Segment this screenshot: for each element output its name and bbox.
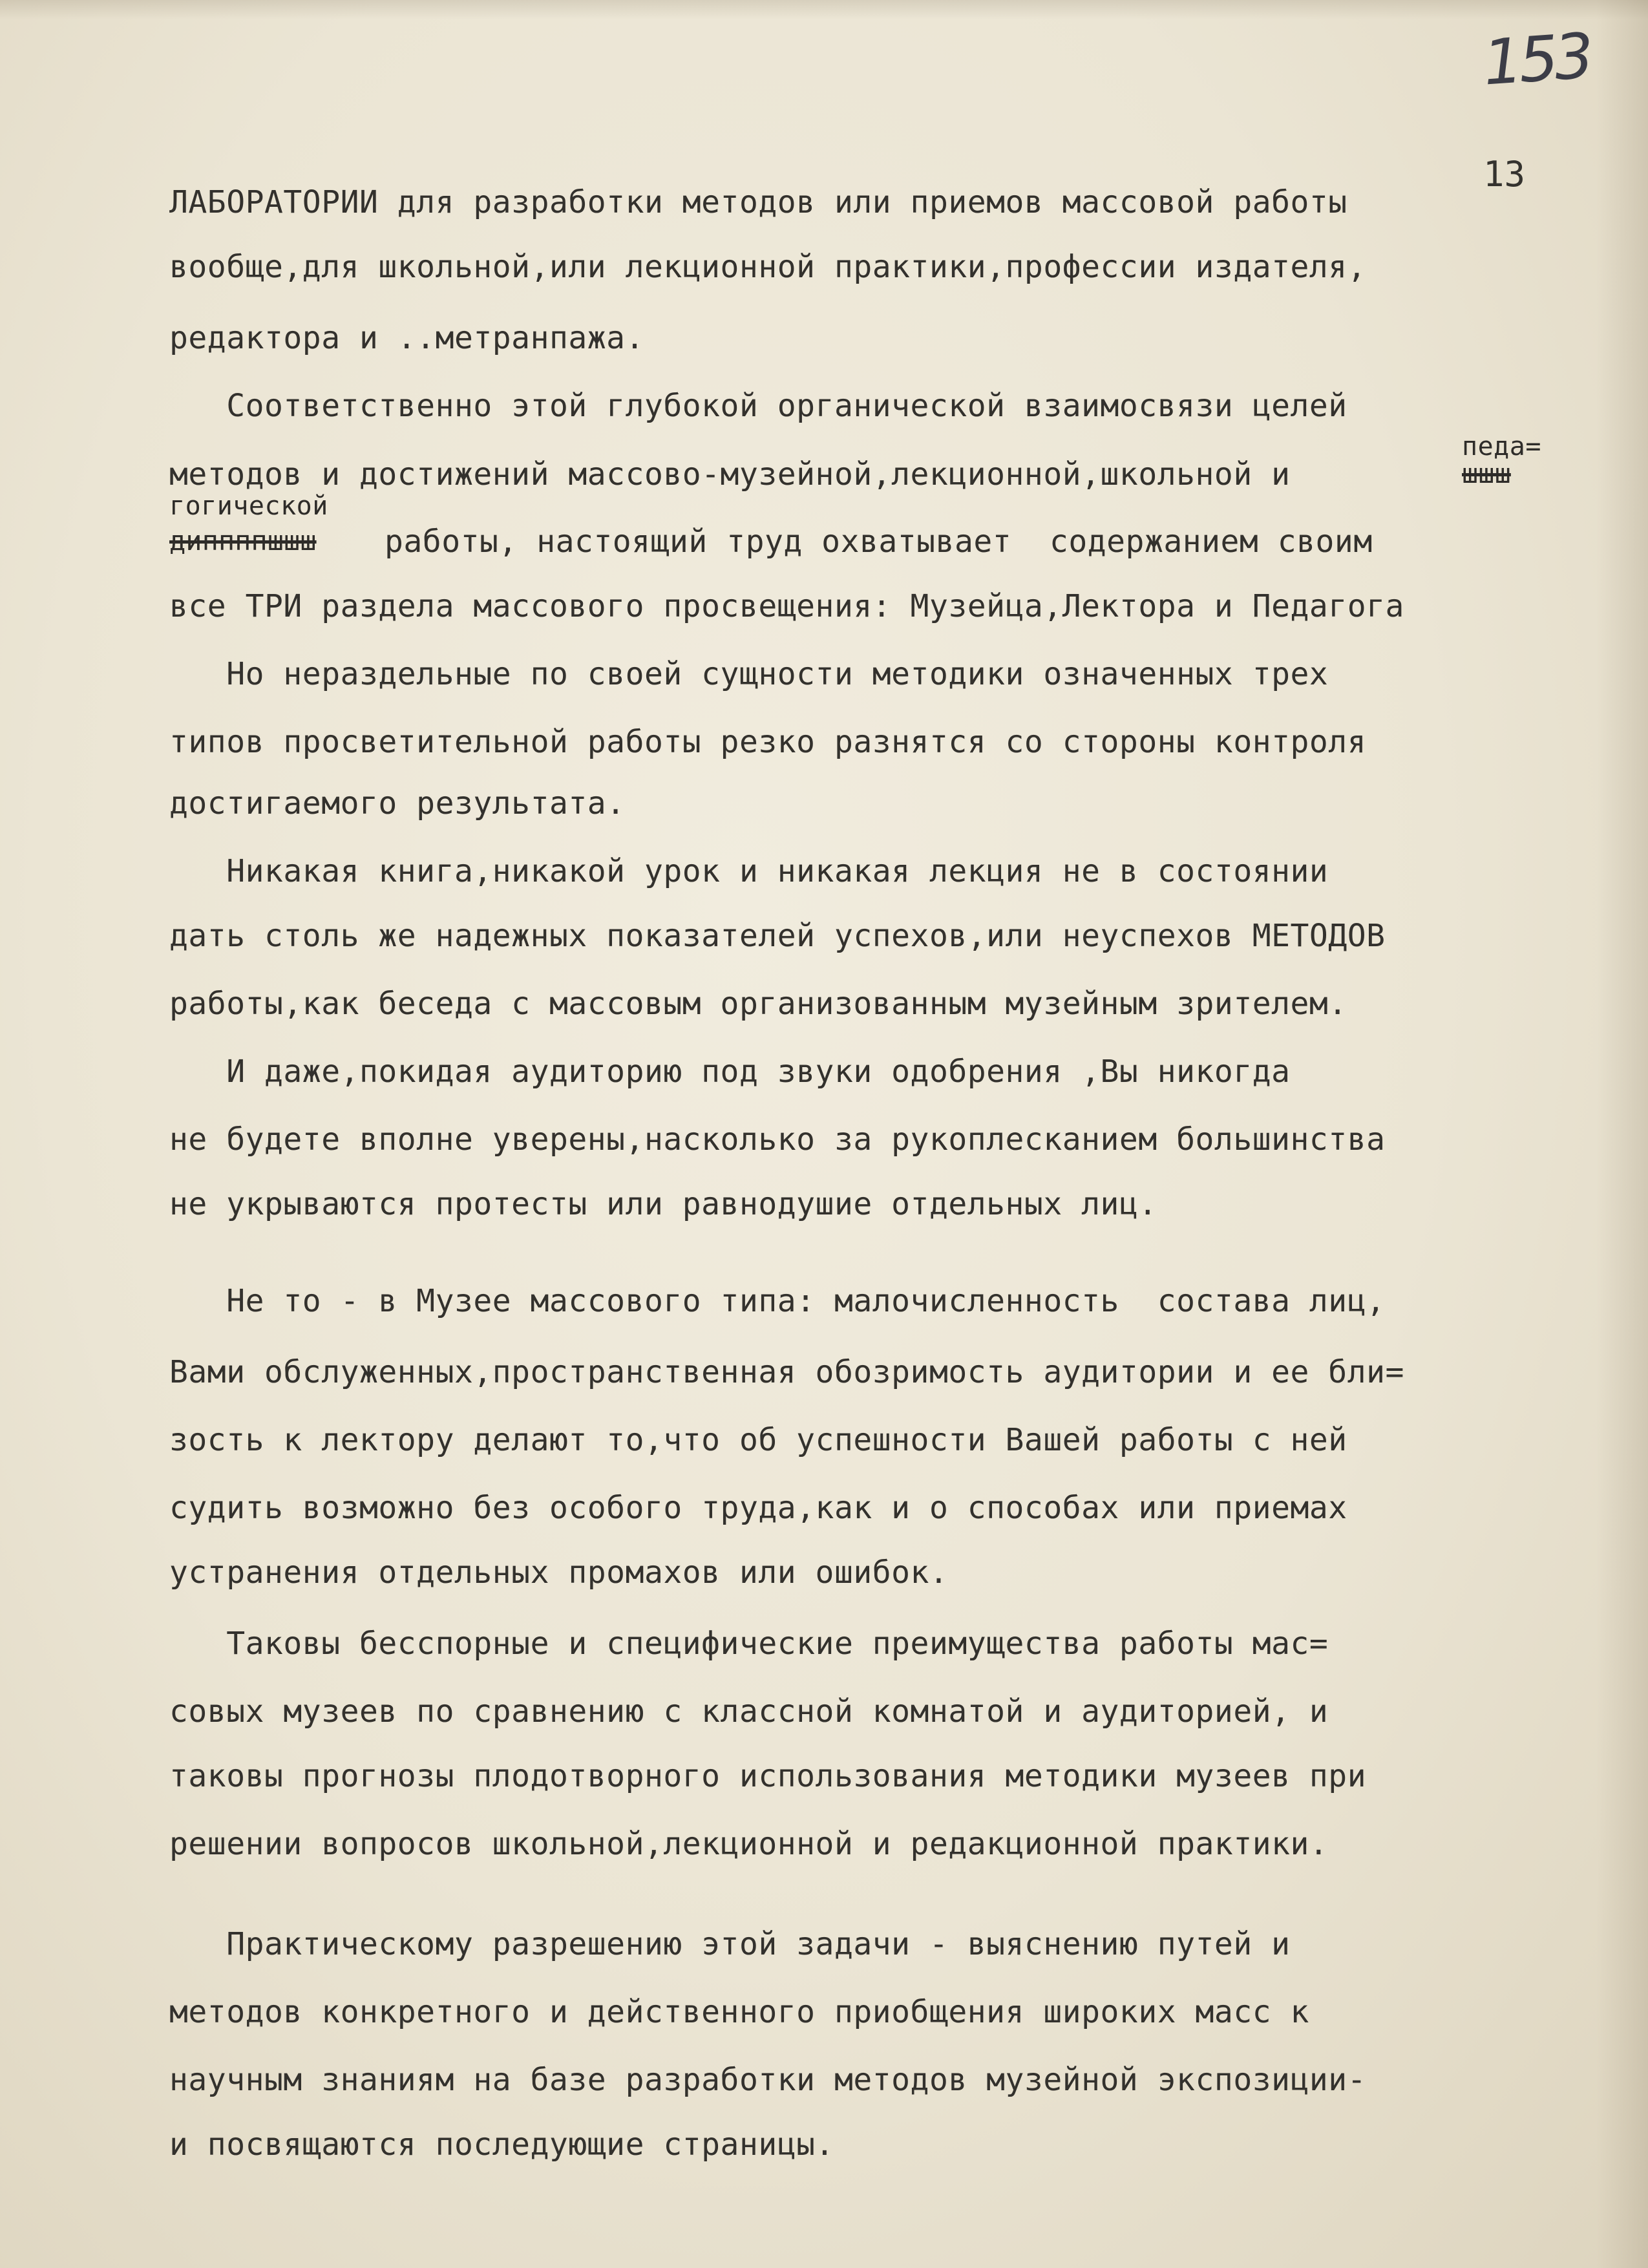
page-number: 13 xyxy=(1483,154,1526,195)
paper-edge-shadow-top xyxy=(0,0,1648,19)
text-line: судить возможно без особого труда,как и о способах или приемах xyxy=(169,1490,1347,1526)
text-line: и посвящаются последующие страницы. xyxy=(169,2126,834,2163)
text-line: Таковы бесспорные и специфические преимущества работы мас= xyxy=(169,1626,1329,1662)
text-line: Вами обслуженных,пространственная обозримость аудитории и ее бли= xyxy=(169,1354,1404,1390)
text-line: не будете вполне уверены,насколько за рукоплесканием большинства xyxy=(169,1121,1386,1158)
handwritten-insert-right: педа= xyxy=(1462,432,1541,461)
struck-word-right: шшш xyxy=(1462,458,1511,489)
text-line: работы, настоящий труд охватывает содержанием своим xyxy=(385,524,1373,560)
text-line: работы,как беседа с массовым организованным музейным зрителем. xyxy=(169,986,1347,1022)
text-line: не укрываются протесты или равнодушие отдельных лиц. xyxy=(169,1186,1157,1222)
text-line: типов просветительной работы резко разнятся со стороны контроля xyxy=(169,724,1367,760)
archive-folio-mark: 153 xyxy=(1481,19,1592,100)
text-line: дать столь же надежных показателей успехов,или неуспехов МЕТОДОВ xyxy=(169,918,1386,954)
text-line: решении вопросов школьной,лекционной и редакционной практики. xyxy=(169,1826,1329,1862)
text-line: устранения отдельных промахов или ошибок. xyxy=(169,1554,949,1591)
struck-word-left: диппппшшш xyxy=(169,525,317,556)
text-line: все ТРИ раздела массового просвещения: Музейца,Лектора и Педагога xyxy=(169,588,1404,624)
text-line: зость к лектору делают то,что об успешности Вашей работы с ней xyxy=(169,1422,1347,1458)
text-line: И даже,покидая аудиторию под звуки одобрения ,Вы никогда xyxy=(169,1054,1291,1090)
text-line: ЛАБОРАТОРИИ для разработки методов или приемов массовой работы xyxy=(169,184,1347,220)
handwritten-insert-left: гогической xyxy=(169,491,328,521)
text-line: Не то - в Музее массового типа: малочисленность состава лиц, xyxy=(169,1283,1386,1319)
text-line: редактора и ..метранпажа. xyxy=(169,320,644,356)
text-line: научным знаниям на базе разработки методов музейной экспозиции- xyxy=(169,2062,1367,2098)
text-line: совых музеев по сравнению с классной комнатой и аудиторией, и xyxy=(169,1693,1329,1730)
text-line: Но нераздельные по своей сущности методики означенных трех xyxy=(169,656,1329,692)
text-line: методов и достижений массово-музейной,лекционной,школьной и xyxy=(169,456,1291,493)
text-line: Практическому разрешению этой задачи - выяснению путей и xyxy=(169,1926,1291,1962)
text-line: достигаемого результата. xyxy=(169,785,626,821)
text-line: Никакая книга,никакой урок и никакая лекция не в состоянии xyxy=(169,853,1329,889)
text-line: таковы прогнозы плодотворного использования методики музеев при xyxy=(169,1758,1367,1794)
paper-edge-shadow-right xyxy=(1596,0,1648,2268)
text-line: Соответственно этой глубокой органической взаимосвязи целей xyxy=(169,388,1347,424)
text-line: вообще,для школьной,или лекционной практики,профессии издателя, xyxy=(169,249,1367,285)
text-line: методов конкретного и действенного приобщения широких масс к xyxy=(169,1994,1309,2030)
